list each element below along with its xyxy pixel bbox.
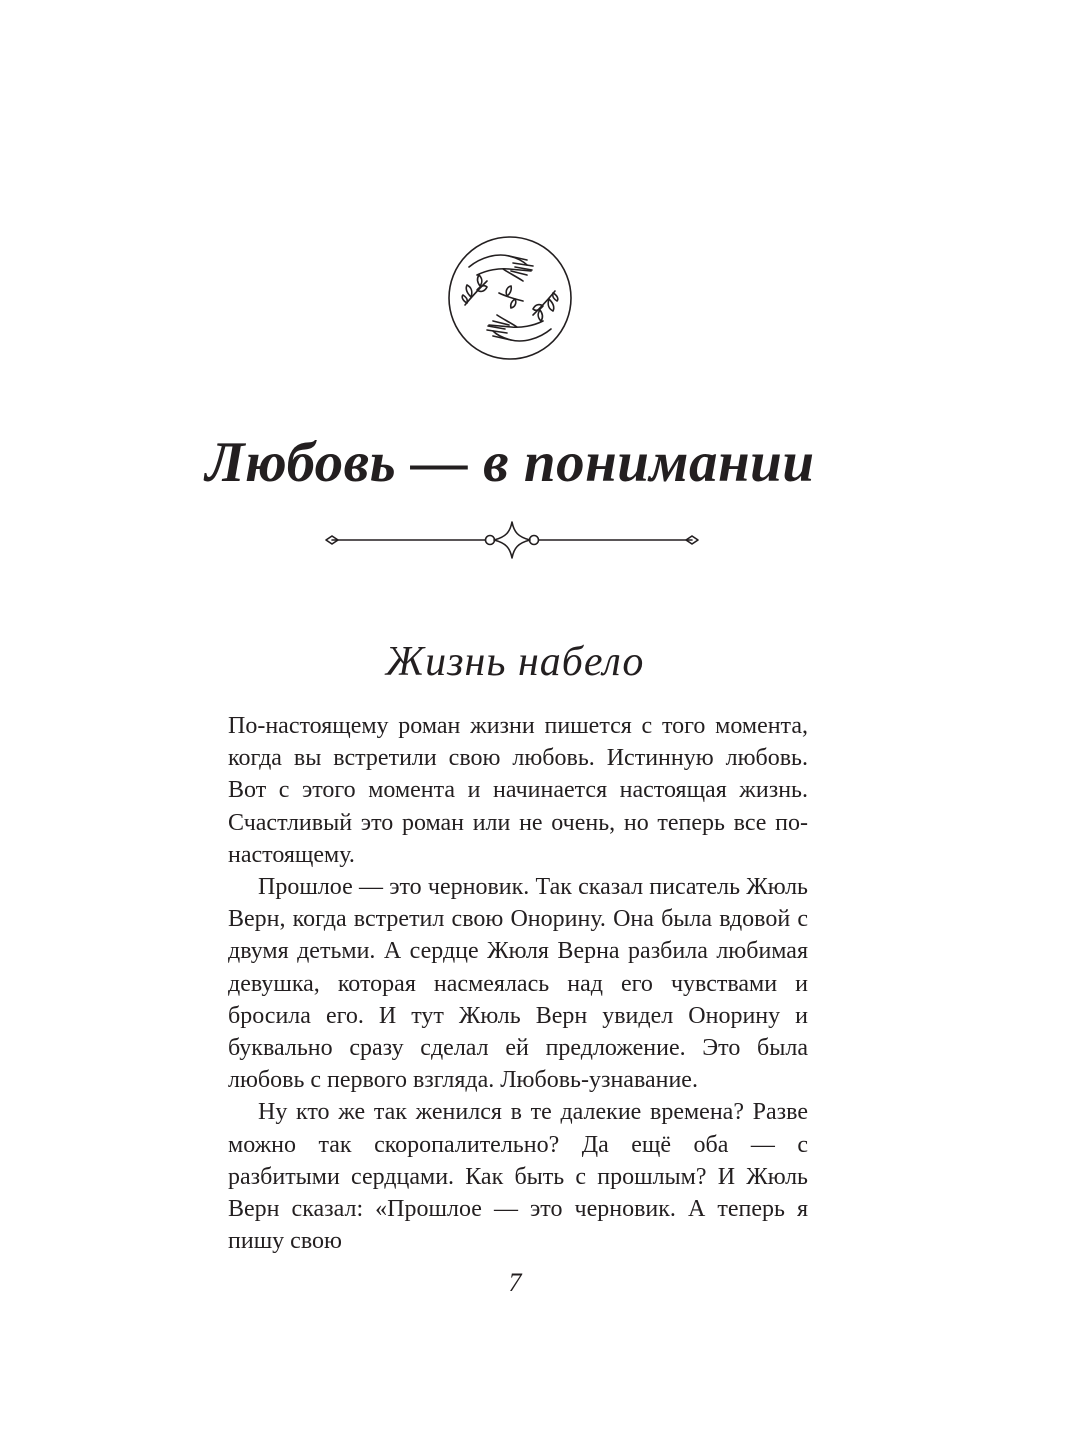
paragraph: Прошлое — это черновик. Так сказал писатель Жюль Верн, когда встретил свою Онорину. Она была вдовой с двумя детьми. А сердце Жюля Верна разбила любимая девушка, которая насмеялась над его чувствами и бросила его. И тут Жюль Верн увидел Онорину и буквально сразу сделал ей предложение. Это была любовь с первого взгляда. Любовь-узнавание. bbox=[228, 874, 808, 1094]
ornamental-divider-icon bbox=[318, 518, 706, 562]
page-number: 7 bbox=[508, 1268, 522, 1297]
paragraph: Ну кто же так женился в те далекие времена? Разве можно так скоропалительно? Да ещё оба — с разбитыми сердцами. Как быть с прошлым? И Жюль Верн сказал: «Прошлое — это черновик. А теперь я пишу свою bbox=[228, 1099, 808, 1255]
paragraph: По-настоящему роман жизни пишется с того момента, когда вы встретили свою любовь. Истинную любовь. Вот с этого момента и начинается настоящая жизнь. Счастливый это роман или не очень, но теперь все по-настоящему. bbox=[228, 713, 808, 868]
body-text bbox=[228, 710, 808, 1257]
hands-with-branches-icon bbox=[447, 235, 573, 361]
chapter-title: Любовь — в понимании bbox=[205, 431, 815, 494]
section-title: Жизнь набело bbox=[385, 639, 645, 685]
